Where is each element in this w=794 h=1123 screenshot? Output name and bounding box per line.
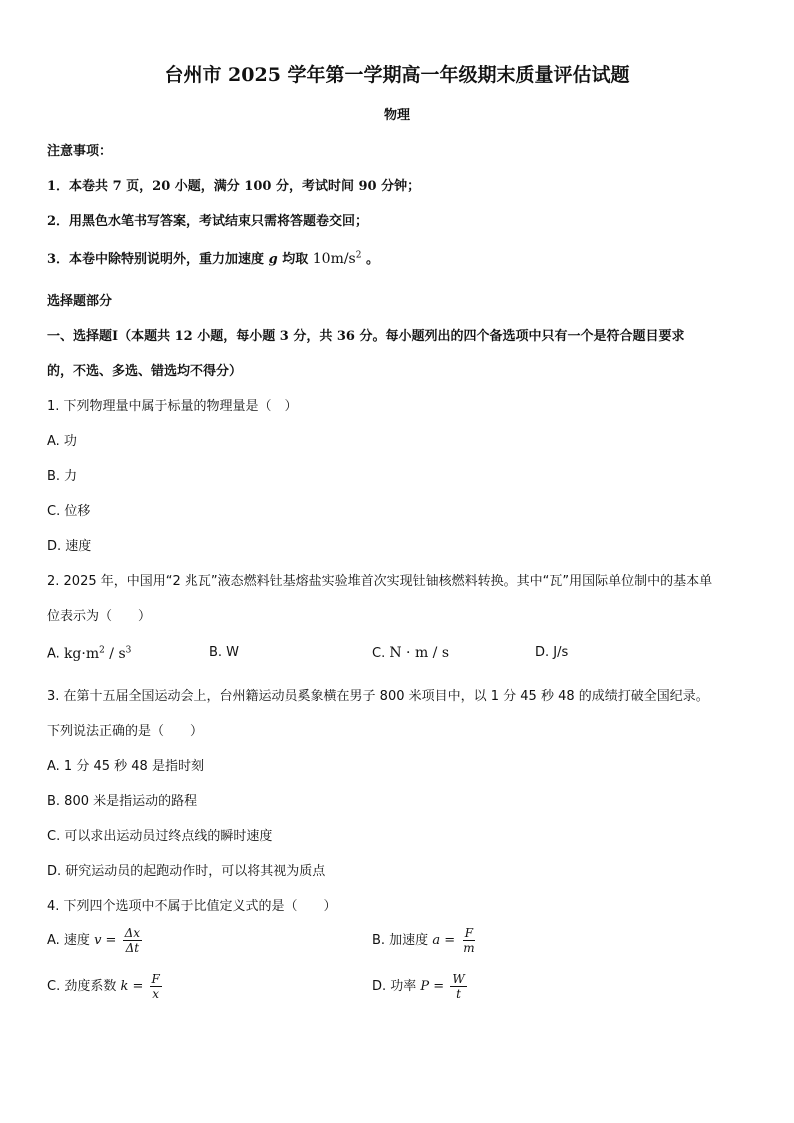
note-item-2: 2．用黑色水笔书写答案，考试结束只需将答题卷交回；	[47, 214, 369, 229]
note-item-3-end: 。	[366, 252, 380, 267]
section-instruction-1: 一、选择题Ⅰ（本题共 12 小题，每小题 3 分，共 36 分。每小题列出的四个备选项中只有一个是符合题目要求	[47, 329, 685, 344]
note-item-3	[47, 248, 379, 267]
q3-option-a: A. 1 分 45 秒 48 是指时刻	[47, 759, 204, 774]
q1-option-c: C. 位移	[47, 504, 91, 519]
q4-option-a: A. 速度 v = $\frac{\Delta x}{\Delta t}$	[47, 926, 141, 955]
q3-option-c: C. 可以求出运动员过终点线的瞬时速度	[47, 829, 273, 844]
q4-option-b: B. 加速度 a = $\frac{F}{m}$	[372, 926, 475, 955]
q2-option-c: C. N · m / s	[372, 645, 450, 661]
fraction: $\frac{F}{m}$	[463, 926, 475, 955]
section-part-label: 选择题部分	[47, 294, 113, 309]
q1-option-d: D. 速度	[47, 539, 92, 554]
q2-stem-line1: 2. 2025 年，中国用“2 兆瓦”液态燃料钍基熔盐实验堆首次实现钍铀核燃料转换。其中“瓦”用国际单位制中的基本单	[47, 574, 713, 589]
q1-option-b: B. 力	[47, 469, 78, 484]
gravity-symbol: g	[268, 252, 278, 267]
fraction: $\frac{\Delta x}{\Delta t}$	[124, 926, 141, 955]
fraction: $\frac{F}{x}$	[151, 972, 160, 1001]
q1-option-a: A. 功	[47, 434, 77, 449]
q3-stem-line2: 下列说法正确的是（ ）	[47, 724, 204, 739]
q4-stem: 4. 下列四个选项中不属于比值定义式的是（ ）	[47, 899, 337, 914]
q3-stem-line1: 3. 在第十五届全国运动会上，台州籍运动员奚象横在男子 800 米项目中，以 1 分 45 秒 48 的成绩打破全国纪录。	[47, 689, 709, 704]
q1-stem: 1. 下列物理量中属于标量的物理量是（ ）	[47, 399, 298, 414]
q2-option-a: A. $kg\cdot m^2 / s^3$	[47, 645, 132, 662]
fraction: $\frac{W}{t}$	[452, 972, 465, 1001]
q4-option-c: C. 劲度系数 k = $\frac{F}{x}$	[47, 972, 160, 1001]
exam-title: 台州市 2025 学年第一学期高一年级期末质量评估试题	[164, 64, 630, 86]
notes-heading: 注意事项：	[47, 144, 113, 159]
section-instruction-2: 的，不选、多选、错选均不得分）	[47, 364, 243, 379]
q3-option-d: D. 研究运动员的起跑动作时，可以将其视为质点	[47, 864, 326, 879]
q2-option-b: B. W	[209, 645, 240, 660]
q4-option-d: D. 功率 P = $\frac{W}{t}$	[372, 972, 465, 1001]
q3-option-b: B. 800 米是指运动的路程	[47, 794, 198, 809]
q2-stem-line2: 位表示为（ ）	[47, 609, 152, 624]
note-item-3-text-b: 均取	[282, 252, 309, 267]
q2-option-d: D. J/s	[535, 645, 569, 660]
note-item-3-text: 3．本卷中除特别说明外，重力加速度	[47, 252, 265, 267]
subject-title: 物理	[383, 108, 410, 123]
gravity-value: $10m/s^2$	[312, 250, 362, 267]
note-item-1: 1．本卷共 7 页，20 小题，满分 100 分，考试时间 90 分钟；	[47, 179, 421, 194]
